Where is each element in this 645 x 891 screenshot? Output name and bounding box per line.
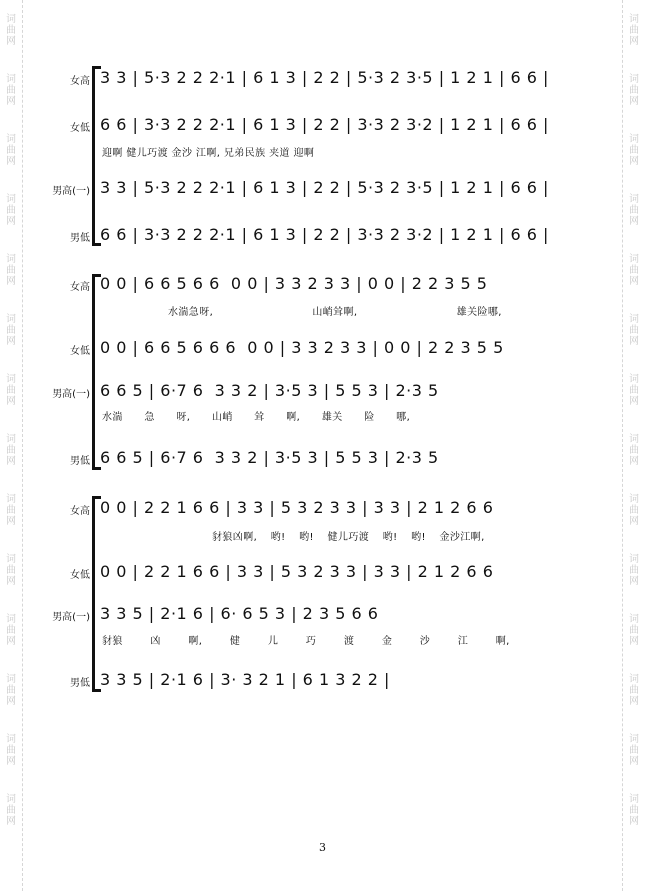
- voice-label: 女低: [70, 123, 90, 134]
- system-bracket: [92, 274, 95, 470]
- staff-row-bass: [40, 448, 600, 470]
- watermark-text: 词 曲 网: [6, 193, 16, 227]
- lyric-line: 水湍 急 呀, 山峭 耸 啊, 雄关 险 哪,: [102, 412, 411, 423]
- watermark-text: 词 曲 网: [629, 493, 639, 527]
- staff-row-alto: [40, 562, 600, 584]
- staff-row-alto: [40, 338, 600, 360]
- system-bracket: [92, 496, 95, 692]
- watermark-text: 词 曲 网: [6, 553, 16, 587]
- notation-line: 6 6 5 | 6·7 6 3 3 2 | 3·5 3 | 5 5 3 | 2·3 5: [100, 381, 439, 400]
- voice-label: 女高: [70, 76, 90, 87]
- notation-line: 0 0 | 6 6 5 6 6 0 0 | 3 3 2 3 3 | 0 0 | 2 2 3 5 5: [100, 274, 488, 293]
- watermark-text: 词 曲 网: [629, 253, 639, 287]
- staff-row-tenor: [40, 381, 600, 403]
- watermark-text: 词 曲 网: [6, 133, 16, 167]
- watermark-text: 词 曲 网: [629, 733, 639, 767]
- watermark-text: 词 曲 网: [6, 613, 16, 647]
- watermark-strip-right: [622, 0, 645, 891]
- watermark-text: 词 曲 网: [629, 793, 639, 827]
- watermark-text: 词 曲 网: [629, 133, 639, 167]
- staff-row-bass: [40, 225, 600, 247]
- watermark-text: 词 曲 网: [6, 673, 16, 707]
- notation-line: 3 3 5 | 2·1 6 | 6· 6 5 3 | 2 3 5 6 6: [100, 604, 379, 623]
- score-system-2: [40, 268, 600, 473]
- notation-line: 6 6 | 3·3 2 2 2·1 | 6 1 3 | 2 2 | 3·3 2 3·2 | 1 2 1 | 6 6 |: [100, 115, 549, 134]
- notation-line: 0 0 | 6 6 5 6 6 6 0 0 | 3 3 2 3 3 | 0 0 | 2 2 3 5 5: [100, 338, 504, 357]
- voice-label: 女高: [70, 506, 90, 517]
- notation-line: 3 3 5 | 2·1 6 | 3· 3 2 1 | 6 1 3 2 2 |: [100, 670, 390, 689]
- notation-line: 0 0 | 2 2 1 6 6 | 3 3 | 5 3 2 3 3 | 3 3 | 2 1 2 6 6: [100, 562, 494, 581]
- staff-row-soprano: [40, 68, 600, 90]
- score-system-3: [40, 490, 600, 695]
- watermark-text: 词 曲 网: [6, 73, 16, 107]
- watermark-text: 词 曲 网: [629, 433, 639, 467]
- lyric-line: 豺狼凶啊, 哟! 哟! 健儿巧渡 哟! 哟! 金沙江啊,: [212, 532, 485, 543]
- watermark-text: 词 曲 网: [629, 373, 639, 407]
- watermark-text: 词 曲 网: [6, 793, 16, 827]
- notation-line: 6 6 5 | 6·7 6 3 3 2 | 3·5 3 | 5 5 3 | 2·3 5: [100, 448, 439, 467]
- watermark-text: 词 曲 网: [6, 373, 16, 407]
- voice-label: 女低: [70, 346, 90, 357]
- voice-label: 女低: [70, 570, 90, 581]
- staff-row-bass: [40, 670, 600, 692]
- watermark-text: 词 曲 网: [6, 433, 16, 467]
- voice-label: 男高(一): [52, 612, 90, 623]
- voice-label: 女高: [70, 282, 90, 293]
- page-number: 3: [319, 841, 326, 854]
- watermark-text: 词 曲 网: [629, 73, 639, 107]
- staff-row-tenor: [40, 178, 600, 200]
- notation-line: 3 3 | 5·3 2 2 2·1 | 6 1 3 | 2 2 | 5·3 2 3·5 | 1 2 1 | 6 6 |: [100, 178, 549, 197]
- staff-row-tenor: [40, 604, 600, 626]
- watermark-text: 词 曲 网: [629, 673, 639, 707]
- watermark-text: 词 曲 网: [629, 193, 639, 227]
- voice-label: 男低: [70, 233, 90, 244]
- voice-label: 男低: [70, 456, 90, 467]
- lyric-line: 豺狼 凶 啊, 健 儿 巧 渡 金 沙 江 啊,: [102, 636, 510, 647]
- watermark-text: 词 曲 网: [629, 553, 639, 587]
- watermark-text: 词 曲 网: [629, 613, 639, 647]
- system-bracket: [92, 66, 95, 246]
- voice-label: 男高(一): [52, 389, 90, 400]
- notation-line: 6 6 | 3·3 2 2 2·1 | 6 1 3 | 2 2 | 3·3 2 3·2 | 1 2 1 | 6 6 |: [100, 225, 549, 244]
- watermark-strip-left: [0, 0, 23, 891]
- notation-line: 3 3 | 5·3 2 2 2·1 | 6 1 3 | 2 2 | 5·3 2 3·5 | 1 2 1 | 6 6 |: [100, 68, 549, 87]
- staff-row-alto: [40, 115, 600, 137]
- watermark-text: 词 曲 网: [629, 13, 639, 47]
- watermark-text: 词 曲 网: [6, 253, 16, 287]
- staff-row-soprano: [40, 274, 600, 296]
- lyric-line: 水湍急呀, 山峭耸啊, 雄关险哪,: [168, 307, 502, 318]
- lyric-line: 迎啊 健儿巧渡 金沙 江啊, 兄弟民族 夹道 迎啊: [102, 148, 315, 159]
- watermark-text: 词 曲 网: [6, 313, 16, 347]
- watermark-text: 词 曲 网: [6, 13, 16, 47]
- notation-line: 0 0 | 2 2 1 6 6 | 3 3 | 5 3 2 3 3 | 3 3 | 2 1 2 6 6: [100, 498, 494, 517]
- watermark-text: 词 曲 网: [6, 733, 16, 767]
- watermark-text: 词 曲 网: [629, 313, 639, 347]
- voice-label: 男低: [70, 678, 90, 689]
- watermark-text: 词 曲 网: [6, 493, 16, 527]
- staff-row-soprano: [40, 498, 600, 520]
- score-system-1: [40, 60, 600, 250]
- voice-label: 男高(一): [52, 186, 90, 197]
